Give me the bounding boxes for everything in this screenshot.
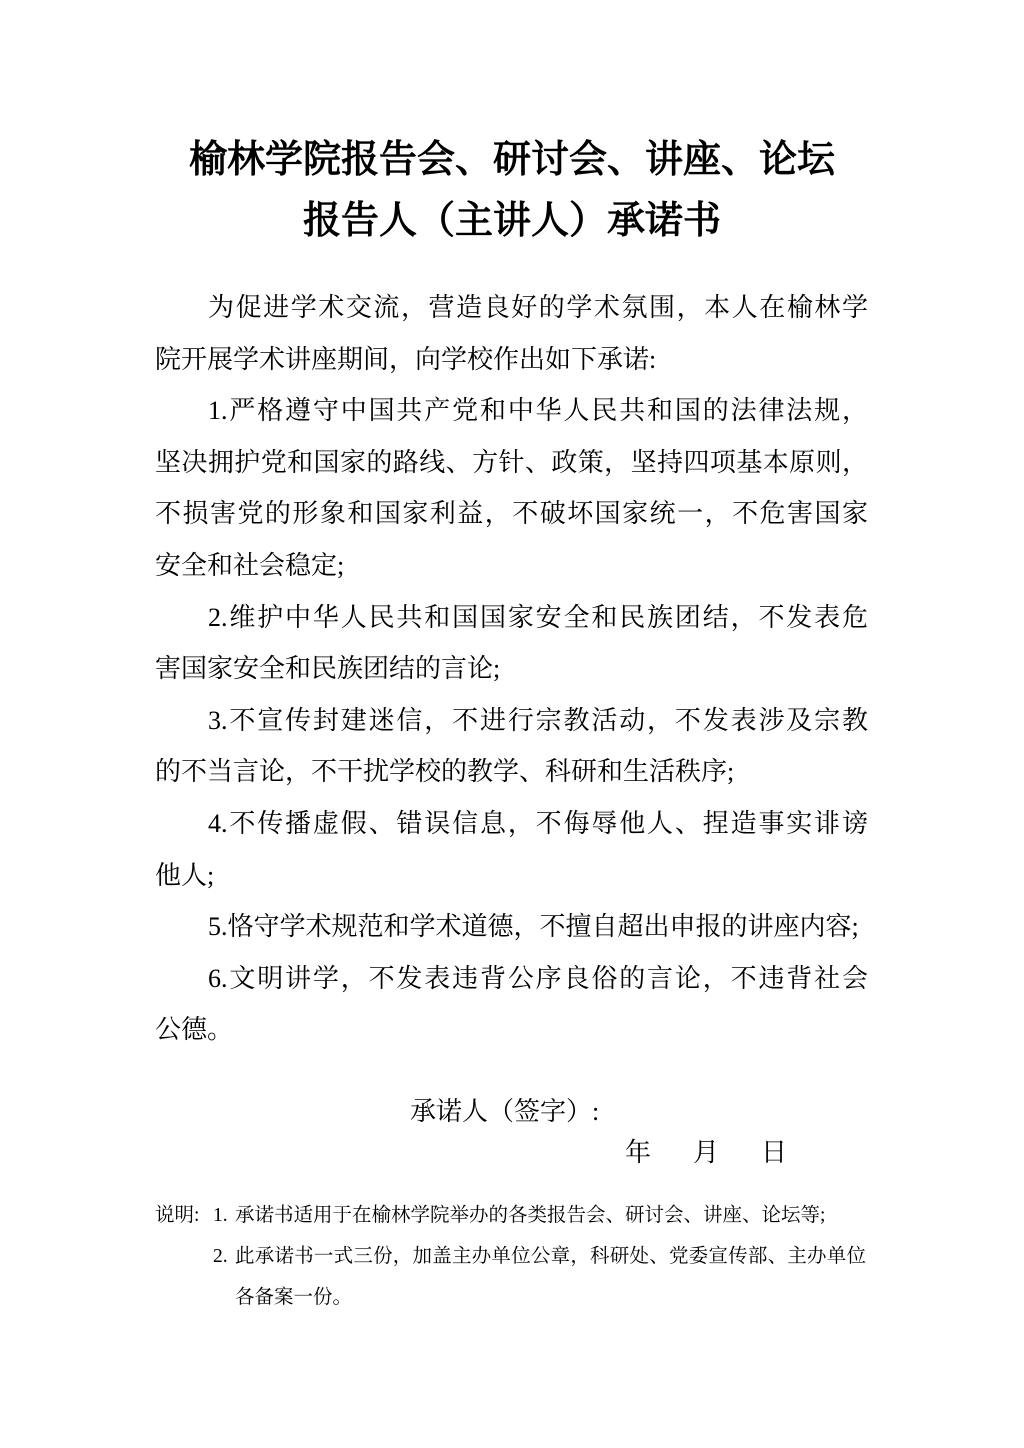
document-body (155, 282, 868, 1056)
commitment-line: 害国家安全和民族团结的言论; (155, 654, 501, 684)
commitment-number: 3. (208, 705, 228, 735)
note-line: 此承诺书一式三份，加盖主办单位公章，科研处、党委宣传部、主办单位 (235, 1246, 866, 1267)
note-item-1 (213, 1195, 866, 1236)
commitment-item-5 (155, 901, 868, 953)
note-item-2 (213, 1236, 866, 1318)
commitment-line: 他人; (155, 860, 215, 890)
note-line: 承诺书适用于在榆林学院举办的各类报告会、研讨会、讲座、论坛等; (235, 1205, 826, 1226)
signature-label: 承诺人（签字）: (410, 1097, 600, 1126)
commitment-line: 的不当言论，不干扰学校的教学、科研和生活秩序; (155, 757, 735, 787)
title-line-1: 榆林学院报告会、研讨会、讲座、论坛 (188, 139, 835, 181)
commitment-line (155, 695, 868, 747)
date-month-label: 月 (693, 1138, 720, 1167)
commitment-text: 不宣传封建迷信，不进行宗教活动，不发表涉及宗教 (227, 705, 868, 735)
commitment-line: 公德。 (155, 1015, 234, 1045)
commitment-number: 1. (208, 396, 228, 426)
signature-date (625, 1132, 787, 1173)
commitment-line (155, 798, 868, 850)
commitment-number: 4. (208, 808, 228, 838)
title-line-2: 报告人（主讲人）承诺书 (302, 200, 721, 242)
intro-line: 院开展学术讲座期间，向学校作出如下承诺: (155, 344, 657, 374)
note-number: 2. (213, 1246, 228, 1267)
commitment-line: 坚决拥护党和国家的路线、方针、政策，坚持四项基本原则， (155, 447, 868, 477)
commitment-text: 维护中华人民共和国国家安全和民族团结，不发表危 (227, 602, 868, 632)
commitment-line: 不损害党的形象和国家利益，不破坏国家统一，不危害国家 (155, 499, 868, 529)
commitment-text: 严格遵守中国共产党和中华人民共和国的法律法规， (227, 396, 868, 426)
notes-list (213, 1195, 866, 1318)
intro-paragraph (155, 282, 868, 385)
commitment-line (155, 953, 868, 1005)
notes-label: 说明: (155, 1205, 200, 1226)
commitment-line (155, 592, 868, 644)
commitment-line (155, 385, 868, 437)
commitment-number: 6. (208, 963, 228, 993)
date-year-label: 年 (625, 1138, 652, 1167)
document-title (0, 130, 1024, 252)
commitment-line: 安全和社会稳定; (155, 550, 345, 580)
note-number: 1. (213, 1205, 228, 1226)
commitment-item-3 (155, 695, 868, 798)
notes-section (155, 1195, 866, 1318)
commitment-text: 文明讲学，不发表违背公序良俗的言论，不违背社会 (227, 963, 868, 993)
commitment-number: 5. (208, 912, 228, 942)
commitment-number: 2. (208, 602, 228, 632)
commitment-item-1 (155, 385, 868, 591)
commitment-text: 不传播虚假、错误信息，不侮辱他人、捏造事实诽谤 (227, 808, 868, 838)
note-text (235, 1236, 866, 1318)
commitment-item-2 (155, 592, 868, 695)
commitment-item-6 (155, 953, 868, 1056)
intro-line: 为促进学术交流，营造良好的学术氛围，本人在榆林学 (208, 293, 868, 322)
note-line: 各备案一份。 (235, 1287, 353, 1308)
commitment-text: 恪守学术规范和学术道德，不擅自超出申报的讲座内容; (227, 912, 859, 942)
note-text (235, 1195, 866, 1236)
date-day-label: 日 (761, 1138, 788, 1167)
commitment-item-4 (155, 798, 868, 901)
commitment-line (155, 901, 868, 953)
